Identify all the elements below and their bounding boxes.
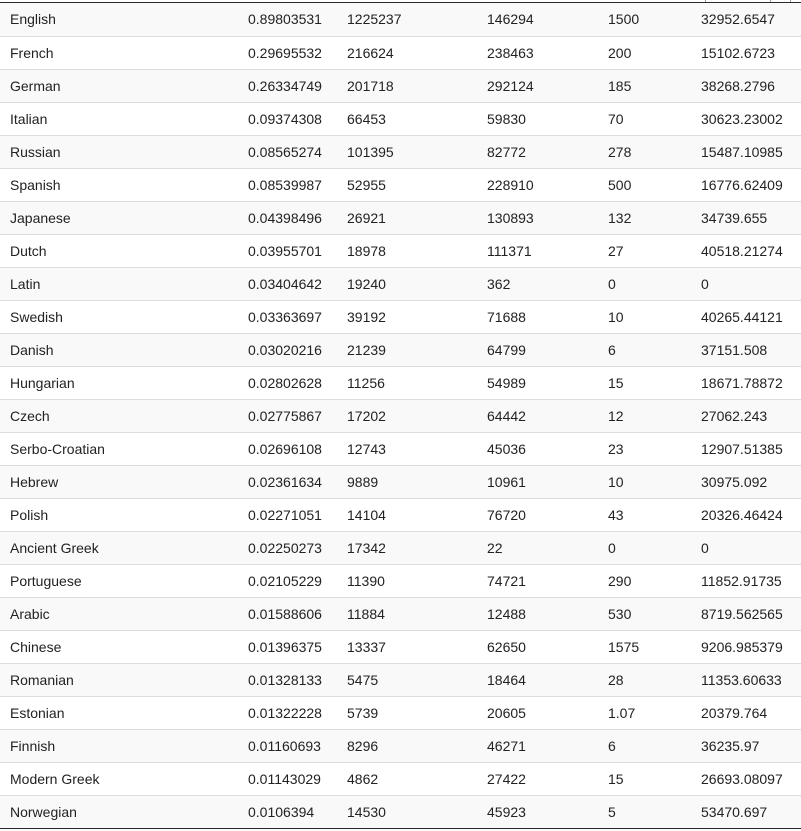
value-cell: 18978 [337,234,477,267]
value-cell: 71688 [477,300,598,333]
table-row [0,465,801,498]
value-cell: 0.09374308 [238,102,337,135]
value-cell: 26921 [337,201,477,234]
value-cell: 290 [598,564,691,597]
language-name-cell: Ancient Greek [0,531,238,564]
value-cell: 70 [598,102,691,135]
value-cell: 6 [598,729,691,762]
value-cell: 1575 [598,630,691,663]
language-name-cell: Latin [0,267,238,300]
value-cell: 0.01396375 [238,630,337,663]
value-cell: 30975.092 [691,465,801,498]
table-row [0,663,801,696]
value-cell: 0.26334749 [238,69,337,102]
table-row [0,69,801,102]
value-cell: 216624 [337,36,477,69]
value-cell: 5475 [337,663,477,696]
value-cell: 8296 [337,729,477,762]
value-cell: 5739 [337,696,477,729]
table-row [0,3,801,36]
value-cell: 0.02271051 [238,498,337,531]
value-cell: 6 [598,333,691,366]
value-cell: 45036 [477,432,598,465]
value-cell: 10 [598,300,691,333]
value-cell: 200 [598,36,691,69]
value-cell: 12743 [337,432,477,465]
language-name-cell: French [0,36,238,69]
language-data-table [0,3,801,829]
table-row [0,36,801,69]
value-cell: 21239 [337,333,477,366]
value-cell: 62650 [477,630,598,663]
value-cell: 292124 [477,69,598,102]
value-cell: 82772 [477,135,598,168]
value-cell: 530 [598,597,691,630]
value-cell: 74721 [477,564,598,597]
language-name-cell: Dutch [0,234,238,267]
value-cell: 11256 [337,366,477,399]
column-edge-mark [770,0,771,2]
language-name-cell: Serbo-Croatian [0,432,238,465]
table-row [0,696,801,729]
value-cell: 40265.44121 [691,300,801,333]
language-name-cell: Hungarian [0,366,238,399]
value-cell: 23 [598,432,691,465]
language-name-cell: Norwegian [0,795,238,828]
table-row [0,531,801,564]
table-row [0,795,801,828]
value-cell: 0.89803531 [238,3,337,36]
table-row [0,564,801,597]
value-cell: 0.29695532 [238,36,337,69]
value-cell: 26693.08097 [691,762,801,795]
value-cell: 40518.21274 [691,234,801,267]
value-cell: 238463 [477,36,598,69]
value-cell: 101395 [337,135,477,168]
value-cell: 37151.508 [691,333,801,366]
table-row [0,498,801,531]
table-row [0,102,801,135]
value-cell: 17202 [337,399,477,432]
value-cell: 228910 [477,168,598,201]
value-cell: 362 [477,267,598,300]
value-cell: 16776.62409 [691,168,801,201]
value-cell: 0.01588606 [238,597,337,630]
value-cell: 0.02696108 [238,432,337,465]
value-cell: 10961 [477,465,598,498]
language-name-cell: Romanian [0,663,238,696]
value-cell: 0.03955701 [238,234,337,267]
value-cell: 0.08539987 [238,168,337,201]
value-cell: 38268.2796 [691,69,801,102]
language-name-cell: Danish [0,333,238,366]
value-cell: 0.02105229 [238,564,337,597]
value-cell: 185 [598,69,691,102]
table-row [0,729,801,762]
value-cell: 0.02361634 [238,465,337,498]
table-row [0,366,801,399]
value-cell: 36235.97 [691,729,801,762]
value-cell: 0.02802628 [238,366,337,399]
value-cell: 500 [598,168,691,201]
value-cell: 22 [477,531,598,564]
language-name-cell: Portuguese [0,564,238,597]
value-cell: 0.01322228 [238,696,337,729]
value-cell: 111371 [477,234,598,267]
value-cell: 14530 [337,795,477,828]
language-name-cell: Estonian [0,696,238,729]
value-cell: 20605 [477,696,598,729]
value-cell: 53470.697 [691,795,801,828]
value-cell: 0.08565274 [238,135,337,168]
value-cell: 52955 [337,168,477,201]
value-cell: 11353.60633 [691,663,801,696]
table-row [0,333,801,366]
table-row [0,267,801,300]
column-edge-mark [790,0,791,2]
language-name-cell: Japanese [0,201,238,234]
value-cell: 18671.78872 [691,366,801,399]
value-cell: 19240 [337,267,477,300]
value-cell: 15 [598,366,691,399]
value-cell: 20326.46424 [691,498,801,531]
value-cell: 27062.243 [691,399,801,432]
table-row [0,135,801,168]
value-cell: 0.01328133 [238,663,337,696]
value-cell: 64442 [477,399,598,432]
column-edge-mark [705,0,706,2]
value-cell: 132 [598,201,691,234]
table-row [0,300,801,333]
value-cell: 43 [598,498,691,531]
language-name-cell: Spanish [0,168,238,201]
value-cell: 34739.655 [691,201,801,234]
value-cell: 66453 [337,102,477,135]
language-name-cell: Chinese [0,630,238,663]
value-cell: 201718 [337,69,477,102]
table-row [0,168,801,201]
value-cell: 45923 [477,795,598,828]
table-row [0,234,801,267]
value-cell: 15102.6723 [691,36,801,69]
table-row [0,399,801,432]
value-cell: 59830 [477,102,598,135]
value-cell: 13337 [337,630,477,663]
value-cell: 0.02250273 [238,531,337,564]
value-cell: 0.03363697 [238,300,337,333]
value-cell: 1.07 [598,696,691,729]
value-cell: 54989 [477,366,598,399]
value-cell: 5 [598,795,691,828]
value-cell: 4862 [337,762,477,795]
value-cell: 12 [598,399,691,432]
value-cell: 0.03020216 [238,333,337,366]
value-cell: 18464 [477,663,598,696]
value-cell: 9206.985379 [691,630,801,663]
language-name-cell: Modern Greek [0,762,238,795]
table-row [0,597,801,630]
value-cell: 11884 [337,597,477,630]
value-cell: 64799 [477,333,598,366]
table-body [0,3,801,828]
value-cell: 0.0106394 [238,795,337,828]
value-cell: 11852.91735 [691,564,801,597]
value-cell: 146294 [477,3,598,36]
language-name-cell: Finnish [0,729,238,762]
value-cell: 8719.562565 [691,597,801,630]
value-cell: 0 [598,531,691,564]
table-row [0,432,801,465]
value-cell: 11390 [337,564,477,597]
value-cell: 0.01160693 [238,729,337,762]
value-cell: 76720 [477,498,598,531]
value-cell: 30623.23002 [691,102,801,135]
value-cell: 0.02775867 [238,399,337,432]
language-name-cell: Hebrew [0,465,238,498]
value-cell: 17342 [337,531,477,564]
value-cell: 9889 [337,465,477,498]
value-cell: 20379.764 [691,696,801,729]
table-row [0,762,801,795]
value-cell: 10 [598,465,691,498]
language-name-cell: Russian [0,135,238,168]
value-cell: 14104 [337,498,477,531]
value-cell: 0.01143029 [238,762,337,795]
language-name-cell: German [0,69,238,102]
value-cell: 28 [598,663,691,696]
language-name-cell: Swedish [0,300,238,333]
value-cell: 12488 [477,597,598,630]
value-cell: 12907.51385 [691,432,801,465]
language-name-cell: Czech [0,399,238,432]
language-name-cell: Italian [0,102,238,135]
value-cell: 27 [598,234,691,267]
value-cell: 39192 [337,300,477,333]
value-cell: 32952.6547 [691,3,801,36]
value-cell: 0.03404642 [238,267,337,300]
table-row [0,201,801,234]
value-cell: 1225237 [337,3,477,36]
value-cell: 1500 [598,3,691,36]
value-cell: 46271 [477,729,598,762]
language-name-cell: English [0,3,238,36]
table-row [0,630,801,663]
value-cell: 0.04398496 [238,201,337,234]
value-cell: 130893 [477,201,598,234]
value-cell: 15 [598,762,691,795]
language-name-cell: Arabic [0,597,238,630]
value-cell: 278 [598,135,691,168]
value-cell: 0 [691,531,801,564]
value-cell: 27422 [477,762,598,795]
value-cell: 0 [598,267,691,300]
value-cell: 15487.10985 [691,135,801,168]
language-name-cell: Polish [0,498,238,531]
value-cell: 0 [691,267,801,300]
